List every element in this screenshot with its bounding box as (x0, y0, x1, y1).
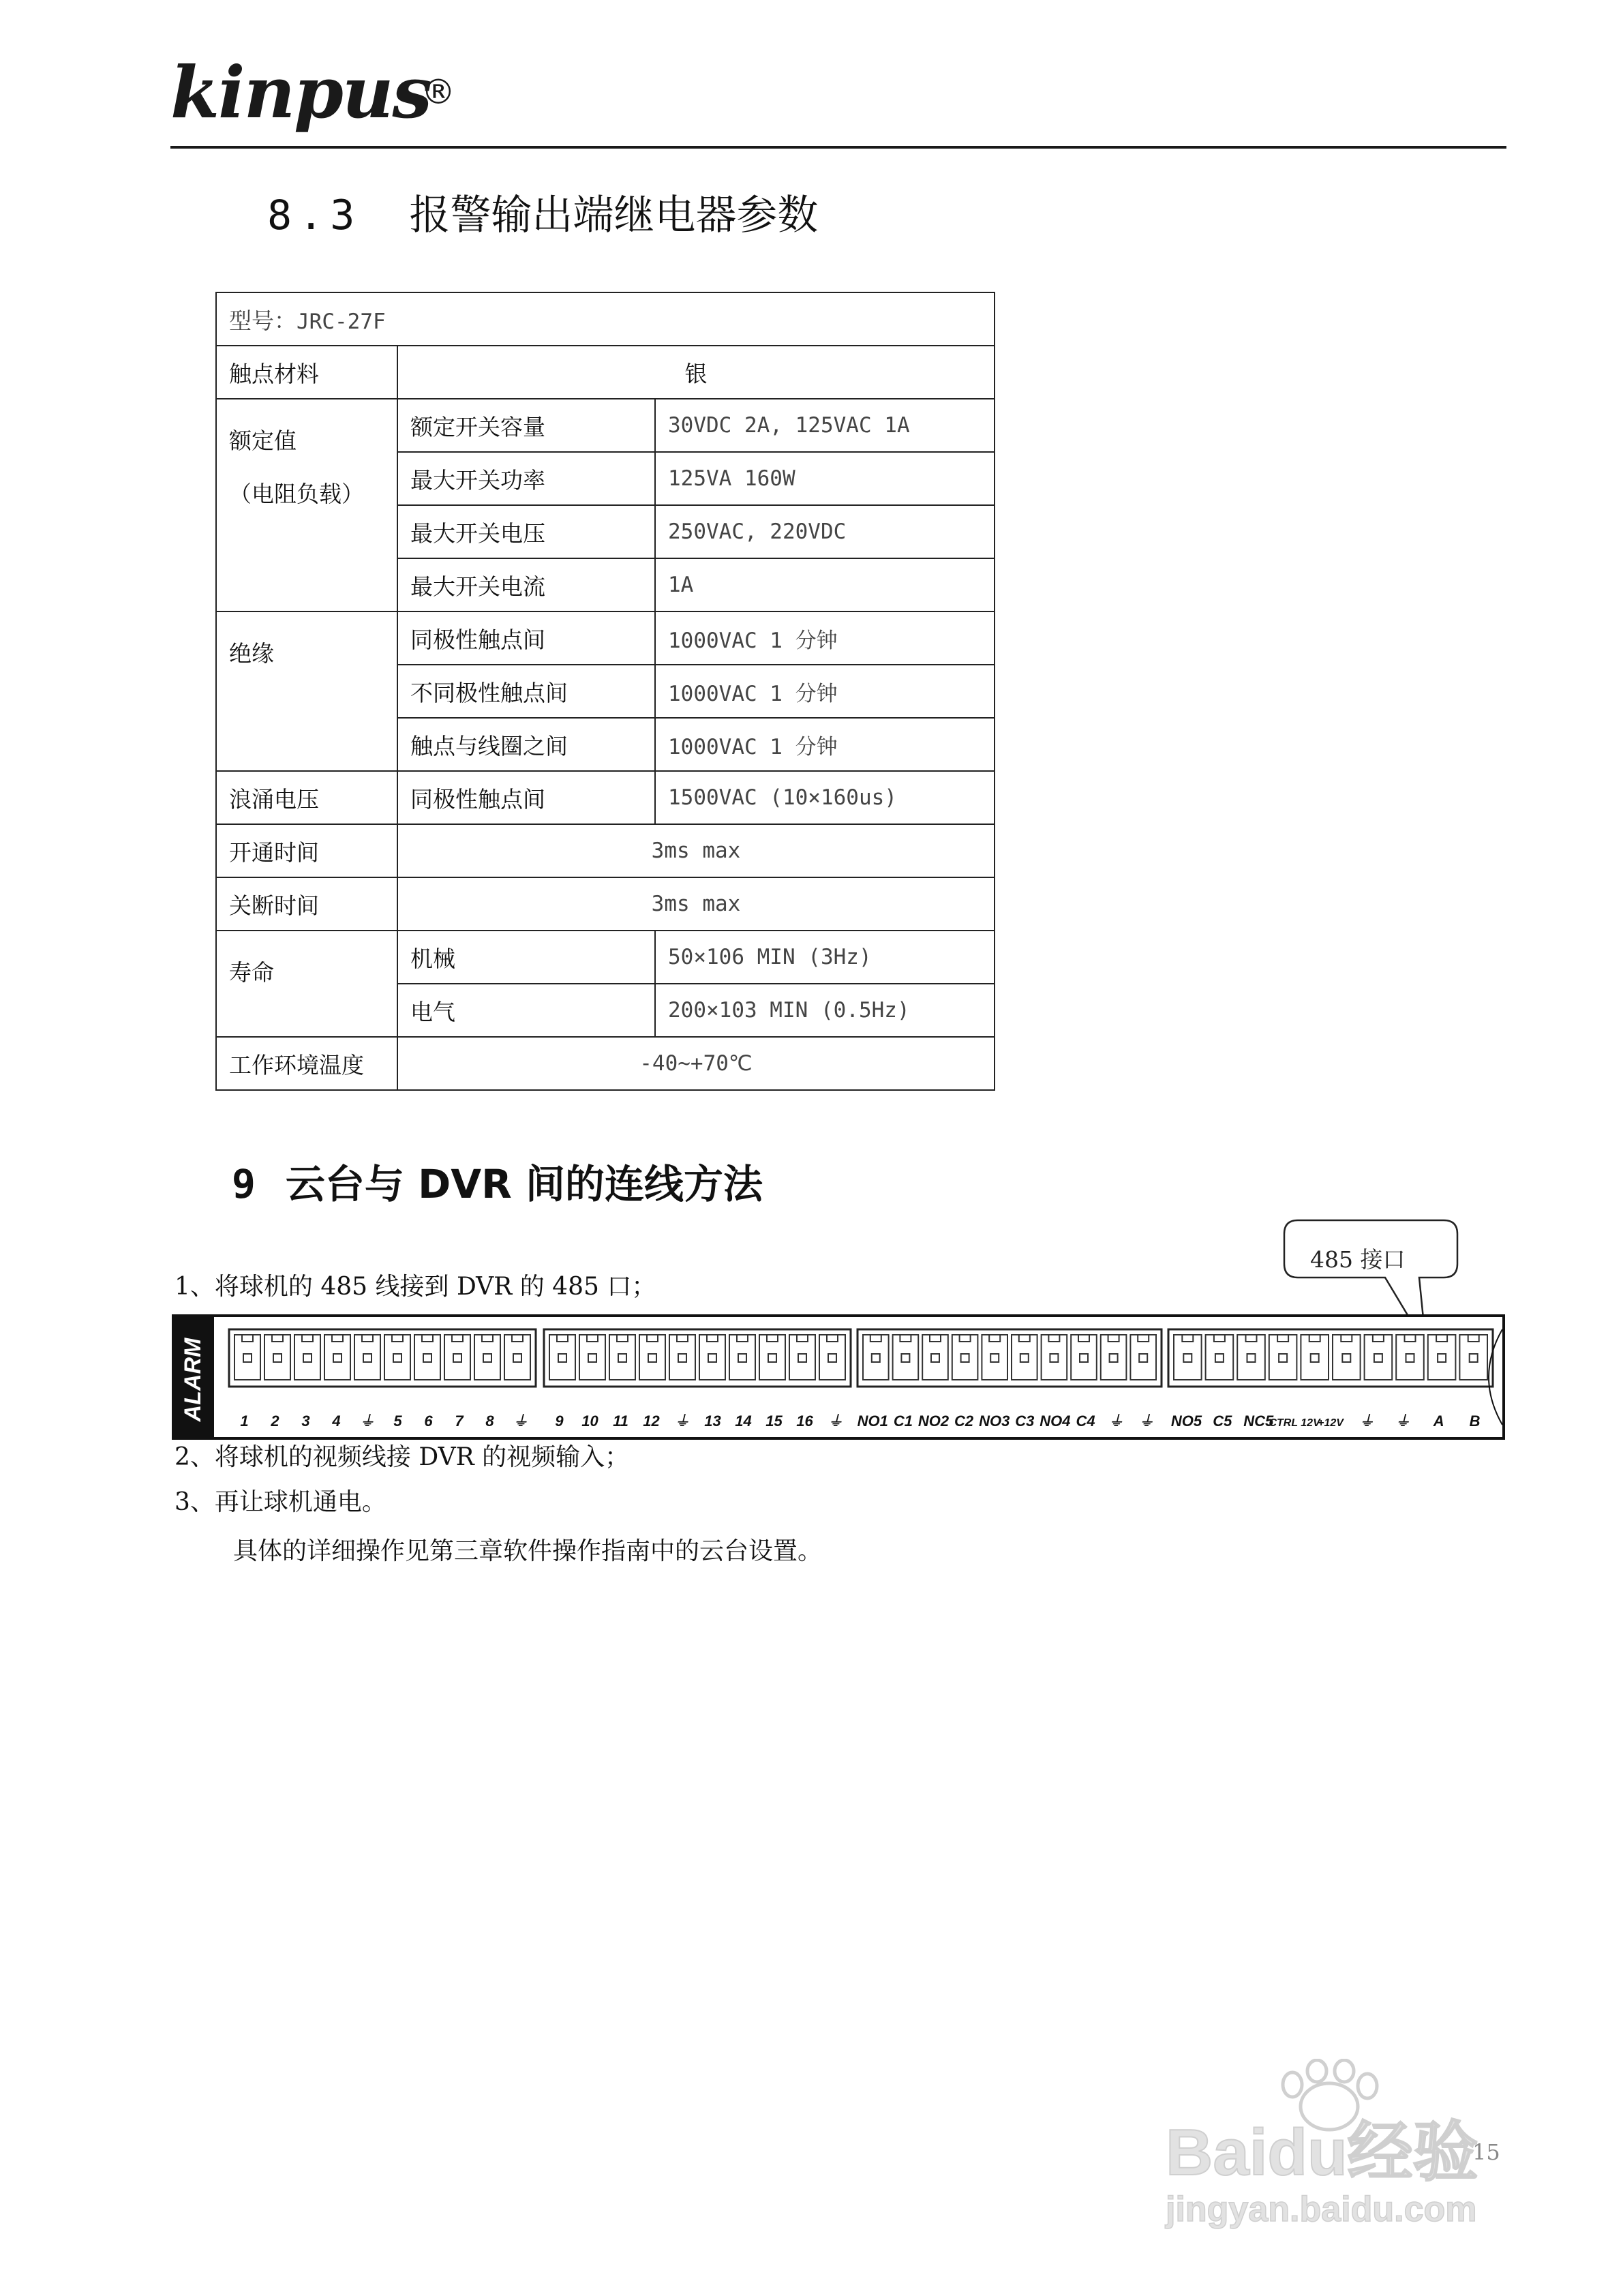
terminal-screw (453, 1354, 461, 1362)
row-label: 开通时间 (216, 824, 397, 877)
terminal-screw (1080, 1354, 1088, 1362)
watermark-brand: Baidu经验 (1166, 2116, 1478, 2189)
terminal-label: 3 (301, 1413, 310, 1430)
terminal-label: 9 (555, 1413, 564, 1430)
row-value: 1A (655, 558, 995, 611)
table-row (216, 292, 995, 346)
registered-mark: ® (421, 72, 455, 112)
row-value: 30VDC 2A, 125VAC 1A (655, 399, 995, 452)
terminal-label: 7 (455, 1413, 464, 1430)
terminal-notch (242, 1335, 253, 1342)
terminal-notch (302, 1335, 313, 1342)
row-value: 250VAC, 220VDC (655, 505, 995, 558)
terminal-screw (678, 1354, 686, 1362)
row-item: 额定开关容量 (397, 399, 655, 452)
terminal-notch (1436, 1335, 1447, 1342)
terminal-label: ⏚ (1359, 1413, 1374, 1430)
terminal-screw (990, 1354, 999, 1362)
terminal-screw (931, 1354, 939, 1362)
terminal-notch (1182, 1335, 1193, 1342)
terminal-label: ⏚ (1395, 1413, 1410, 1430)
terminal-screw (618, 1354, 626, 1362)
terminal-notch (452, 1335, 463, 1342)
terminal-label: 1 (240, 1413, 249, 1430)
note-text: 具体的详细操作见第三章软件操作指南中的云台设置。 (233, 1537, 823, 1565)
brand-logo: kinpus (170, 50, 431, 134)
terminal-notch (1048, 1335, 1059, 1342)
terminal-notch (1277, 1335, 1288, 1342)
terminal-screw (1311, 1354, 1319, 1362)
terminal-notch (512, 1335, 523, 1342)
alarm-side-label: ALARM (180, 1338, 206, 1422)
row-label: 浪涌电压 (216, 771, 397, 824)
alarm-terminal-strip (172, 1314, 1508, 1448)
terminal-notch (707, 1335, 718, 1342)
row-value: -40~+70℃ (397, 1037, 995, 1090)
terminal-screw (303, 1354, 312, 1362)
terminal-screw (363, 1354, 371, 1362)
terminal-screw (708, 1354, 716, 1362)
terminal-notch (587, 1335, 598, 1342)
terminal-label: B (1469, 1413, 1481, 1430)
terminal-notch (870, 1335, 881, 1342)
terminal-notch (617, 1335, 628, 1342)
terminal-notch (1078, 1335, 1089, 1342)
terminal-label: NO2 (917, 1413, 950, 1430)
terminal-screw (1215, 1354, 1224, 1362)
callout-label: 485 接口 (1310, 1246, 1406, 1273)
terminal-notch (332, 1335, 343, 1342)
terminal-screw (798, 1354, 806, 1362)
row-value: 200×103 MIN (0.5Hz) (655, 984, 995, 1037)
terminal-label: C5 (1213, 1413, 1232, 1430)
terminal-notch (362, 1335, 373, 1342)
terminal-screw (1183, 1354, 1192, 1362)
terminal-screw (901, 1354, 909, 1362)
terminal-screw (243, 1354, 252, 1362)
terminal-notch (1309, 1335, 1320, 1342)
terminal-label: NO5 (1170, 1413, 1202, 1430)
terminal-label: 13 (704, 1413, 721, 1430)
terminal-label: 8 (485, 1413, 494, 1430)
terminal-notch (797, 1335, 808, 1342)
row-item: 电气 (397, 984, 655, 1037)
terminal-label: 16 (796, 1413, 813, 1430)
row-value: 1500VAC (10×160us) (655, 771, 995, 824)
terminal-notch (272, 1335, 283, 1342)
row-item: 最大开关电压 (397, 505, 655, 558)
relay-spec-table (215, 292, 995, 1091)
section-title: 报警输出端继电器参数 (409, 192, 819, 239)
terminal-label: 14 (735, 1413, 752, 1430)
terminal-notch (1405, 1335, 1416, 1342)
terminal-label: 12 (643, 1413, 660, 1430)
terminal-label: C3 (1015, 1413, 1035, 1430)
terminal-notch (1214, 1335, 1225, 1342)
terminal-notch (557, 1335, 568, 1342)
row-label: 关断时间 (216, 877, 397, 931)
terminal-screw (1110, 1354, 1118, 1362)
terminal-label: NC5 (1243, 1413, 1274, 1430)
group-label: 寿命 (216, 931, 397, 1037)
rated-label: 额定值 (229, 427, 297, 454)
row-value: 1000VAC 1 分钟 (655, 718, 995, 771)
terminal-screw (1020, 1354, 1029, 1362)
section-heading-8-3 (267, 192, 819, 239)
baidu-watermark (1159, 2059, 1541, 2236)
terminal-label: 2 (271, 1413, 279, 1430)
terminal-label: A (1433, 1413, 1444, 1430)
terminal-screw (1470, 1354, 1478, 1362)
terminal-screw (1279, 1354, 1287, 1362)
group-label: 绝缘 (216, 611, 397, 771)
row-item: 机械 (397, 931, 655, 984)
terminal-screw (768, 1354, 776, 1362)
terminal-notch (1373, 1335, 1384, 1342)
terminal-screw (1438, 1354, 1446, 1362)
terminal-screw (333, 1354, 342, 1362)
table-row (216, 346, 995, 399)
terminal-label: ⏚ (513, 1413, 528, 1430)
header-rule (170, 146, 1506, 149)
terminal-screw (738, 1354, 746, 1362)
terminal-label: 6 (424, 1413, 433, 1430)
terminal-notch (1246, 1335, 1257, 1342)
rated-sublabel: （电阻负载） (229, 481, 364, 507)
terminal-screw (423, 1354, 431, 1362)
terminal-label: NO3 (979, 1413, 1010, 1430)
terminal-screw (483, 1354, 491, 1362)
model-cell (216, 292, 995, 346)
terminal-notch (422, 1335, 433, 1342)
terminal-screw (648, 1354, 656, 1362)
terminal-label: +12V (1318, 1417, 1344, 1429)
terminal-screw (273, 1354, 282, 1362)
model-label: 型号： (229, 307, 297, 334)
row-item: 触点与线圈之间 (397, 718, 655, 771)
terminal-label: C4 (1076, 1413, 1095, 1430)
terminal-label: NO4 (1040, 1413, 1071, 1430)
terminal-screw (828, 1354, 836, 1362)
row-label: 触点材料 (216, 346, 397, 399)
section-title: 云台与 DVR 间的连线方法 (285, 1161, 763, 1207)
terminal-notch (647, 1335, 658, 1342)
terminal-notch (1019, 1335, 1030, 1342)
table-row (216, 824, 995, 877)
terminal-label: ⏚ (1108, 1413, 1124, 1430)
page-number: 15 (1472, 2139, 1500, 2165)
terminal-notch (1138, 1335, 1149, 1342)
terminal-screw (393, 1354, 401, 1362)
table-row (216, 771, 995, 824)
row-value: 银 (397, 346, 995, 399)
terminal-notch (1468, 1335, 1479, 1342)
terminal-label: 5 (393, 1413, 402, 1430)
table-row (216, 399, 995, 452)
row-value: 3ms max (397, 877, 995, 931)
terminal-screw (558, 1354, 566, 1362)
terminal-notch (930, 1335, 941, 1342)
terminal-screw (961, 1354, 969, 1362)
model-value: JRC-27F (297, 309, 386, 334)
terminal-notch (900, 1335, 911, 1342)
row-value: 3ms max (397, 824, 995, 877)
table-row (216, 931, 995, 984)
row-label: 工作环境温度 (216, 1037, 397, 1090)
terminal-notch (1108, 1335, 1119, 1342)
terminal-screw (1050, 1354, 1058, 1362)
terminal-screw (1247, 1354, 1256, 1362)
terminal-label: ⏚ (828, 1413, 843, 1430)
row-item: 最大开关功率 (397, 452, 655, 505)
row-item: 不同极性触点间 (397, 665, 655, 718)
step-3: 3、再让球机通电。 (175, 1488, 386, 1516)
terminal-label: 15 (765, 1413, 783, 1430)
terminal-notch (677, 1335, 688, 1342)
terminal-screw (513, 1354, 521, 1362)
table-row (216, 611, 995, 665)
row-value: 125VA 160W (655, 452, 995, 505)
terminal-label: ⏚ (1138, 1413, 1154, 1430)
section-heading-9 (232, 1161, 763, 1207)
terminal-notch (482, 1335, 493, 1342)
terminal-label: C2 (954, 1413, 974, 1430)
group-label (216, 399, 397, 611)
terminal-notch (392, 1335, 403, 1342)
terminal-notch (1341, 1335, 1352, 1342)
terminal-notch (737, 1335, 748, 1342)
watermark-url: jingyan.baidu.com (1166, 2190, 1477, 2229)
terminal-label: ⏚ (359, 1413, 375, 1430)
section-number: 9 (232, 1161, 256, 1207)
terminal-screw (1139, 1354, 1147, 1362)
terminal-label: 10 (581, 1413, 598, 1430)
terminal-label: C1 (893, 1413, 913, 1430)
terminal-notch (989, 1335, 1000, 1342)
terminal-screw (1342, 1354, 1350, 1362)
row-item: 同极性触点间 (397, 771, 655, 824)
terminal-screw (1374, 1354, 1382, 1362)
row-value: 50×106 MIN (3Hz) (655, 931, 995, 984)
step-1: 1、将球机的 485 线接到 DVR 的 485 口； (175, 1273, 656, 1301)
terminal-notch (767, 1335, 778, 1342)
step-2: 2、将球机的视频线接 DVR 的视频输入； (175, 1443, 630, 1471)
terminal-screw (588, 1354, 596, 1362)
terminal-screw (872, 1354, 880, 1362)
terminal-label: 4 (332, 1413, 341, 1430)
row-item: 同极性触点间 (397, 611, 655, 665)
terminal-notch (960, 1335, 971, 1342)
row-value: 1000VAC 1 分钟 (655, 611, 995, 665)
terminal-label: ⏚ (674, 1413, 690, 1430)
terminal-notch (827, 1335, 838, 1342)
terminal-screw (1406, 1354, 1414, 1362)
section-number: 8.3 (267, 192, 362, 239)
row-value: 1000VAC 1 分钟 (655, 665, 995, 718)
table-row (216, 877, 995, 931)
terminal-label: CTRL 12V (1269, 1417, 1320, 1429)
row-item: 最大开关电流 (397, 558, 655, 611)
terminal-label: NO1 (857, 1413, 888, 1430)
table-row (216, 1037, 995, 1090)
terminal-label: 11 (613, 1413, 628, 1430)
